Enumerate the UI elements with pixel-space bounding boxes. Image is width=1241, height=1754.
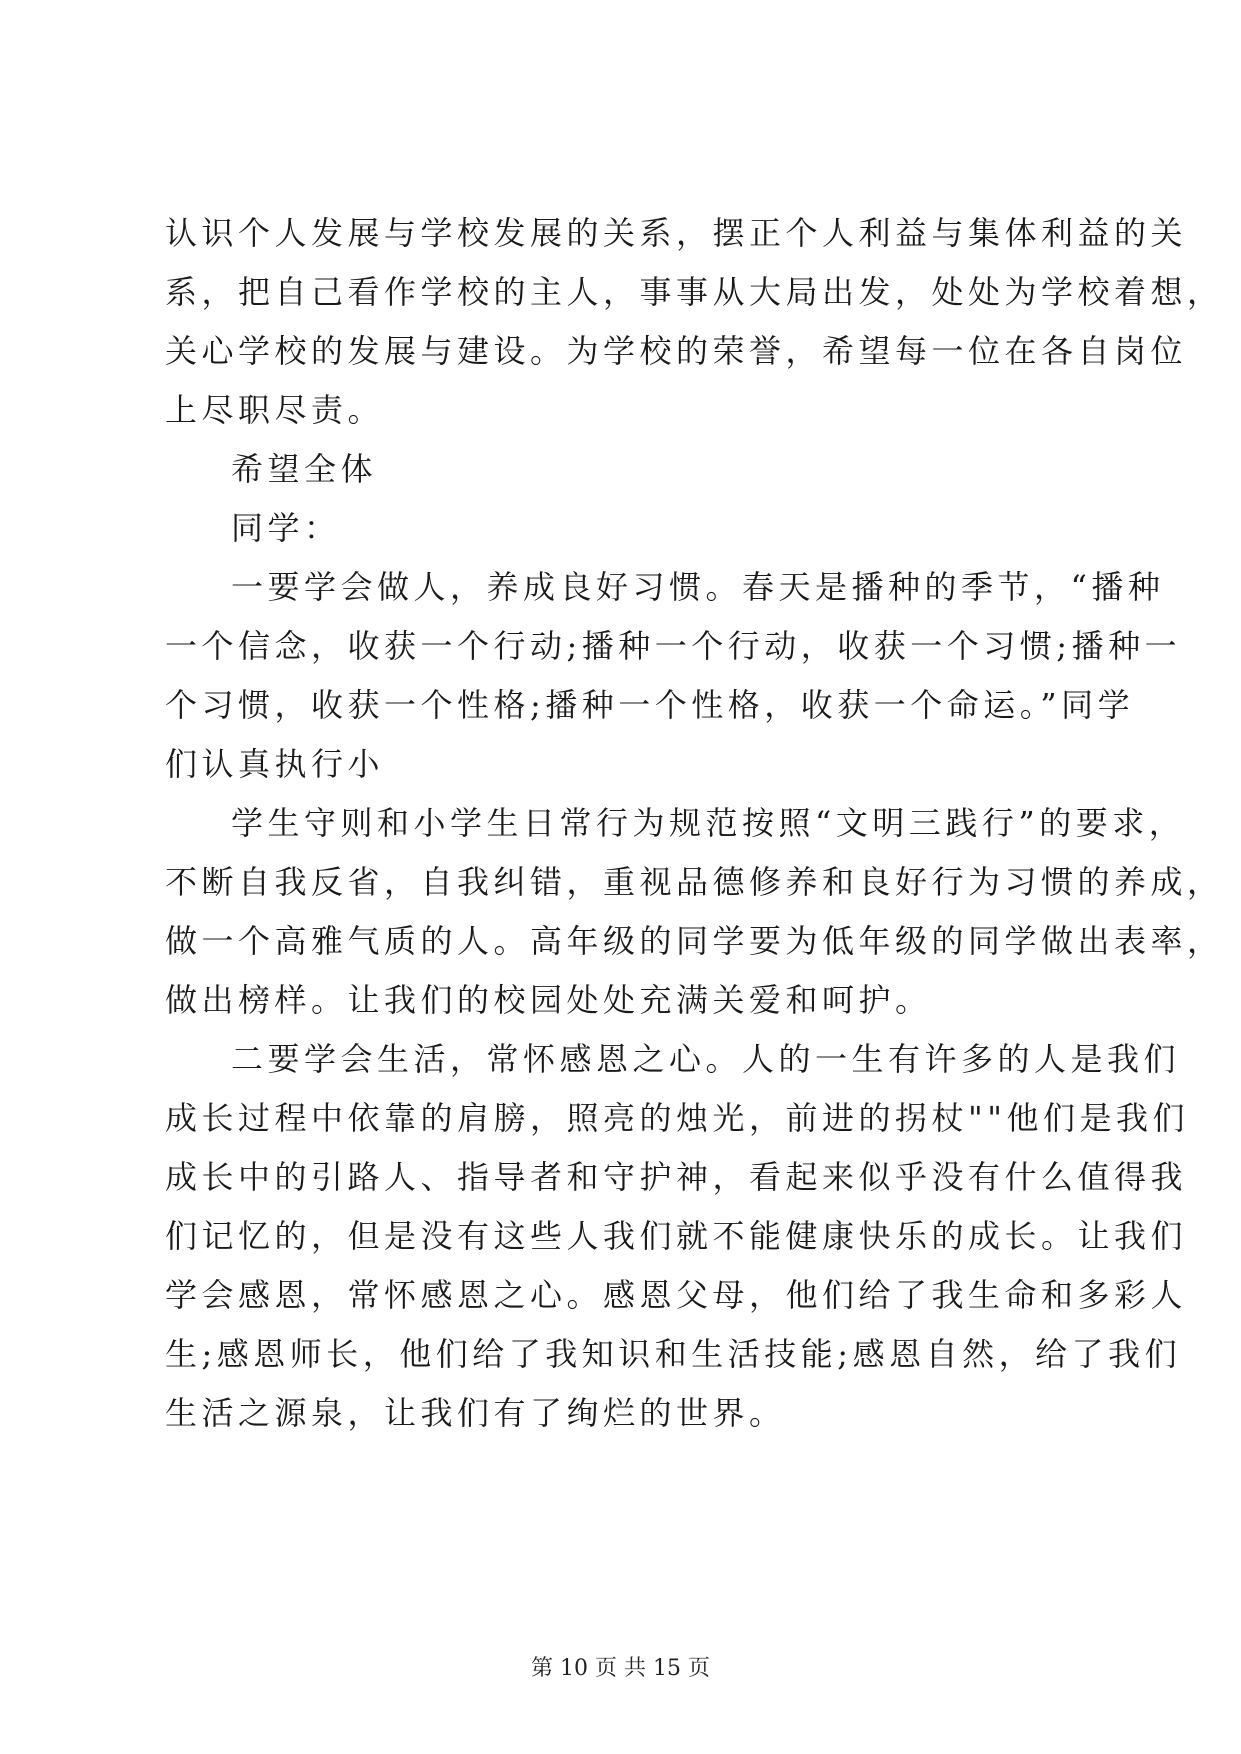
body-line: 一个信念，收获一个行动;播种一个行动，收获一个习惯;播种一	[165, 627, 1182, 665]
body-line: 系，把自己看作学校的主人，事事从大局出发，处处为学校着想，	[165, 273, 1224, 311]
body-line: 生活之源泉，让我们有了绚烂的世界。	[165, 1394, 786, 1432]
body-line: 成长过程中依靠的肩膀，照亮的烛光，前进的拐杖""他们是我们	[165, 1099, 1189, 1137]
body-line: 二要学会生活，常怀感恩之心。人的一生有许多的人是我们	[231, 1040, 1181, 1078]
body-line: 生;感恩师长，他们给了我知识和生活技能;感恩自然，给了我们	[165, 1335, 1182, 1373]
body-line: 个习惯，收获一个性格;播种一个性格，收获一个命运。”同学	[165, 686, 1135, 724]
body-line: 关心学校的发展与建设。为学校的荣誉，希望每一位在各自岗位	[165, 332, 1188, 370]
body-line: 上尽职尽责。	[165, 391, 385, 429]
page-number-footer: 第 10 页 共 15 页	[531, 1656, 710, 1681]
body-line: 们记忆的，但是没有这些人我们就不能健康快乐的成长。让我们	[165, 1217, 1188, 1255]
body-line: 做出榜样。让我们的校园处处充满关爱和呵护。	[165, 981, 932, 1019]
body-line: 同学：	[231, 509, 341, 547]
body-line: 一要学会做人，养成良好习惯。春天是播种的季节，“播种	[231, 568, 1165, 606]
body-line: 做一个高雅气质的人。高年级的同学要为低年级的同学做出表率，	[165, 922, 1224, 960]
body-line: 不断自我反省，自我纠错，重视品德修养和良好行为习惯的养成，	[165, 863, 1224, 901]
body-line: 认识个人发展与学校发展的关系，摆正个人利益与集体利益的关	[165, 214, 1188, 252]
body-line: 成长中的引路人、指导者和守护神，看起来似乎没有什么值得我	[165, 1158, 1188, 1196]
body-line: 学生守则和小学生日常行为规范按照“文明三践行”的要求，	[231, 804, 1186, 842]
body-line: 们认真执行小	[165, 745, 385, 783]
body-line: 希望全体	[231, 450, 378, 488]
body-line: 学会感恩，常怀感恩之心。感恩父母，他们给了我生命和多彩人	[165, 1276, 1188, 1314]
